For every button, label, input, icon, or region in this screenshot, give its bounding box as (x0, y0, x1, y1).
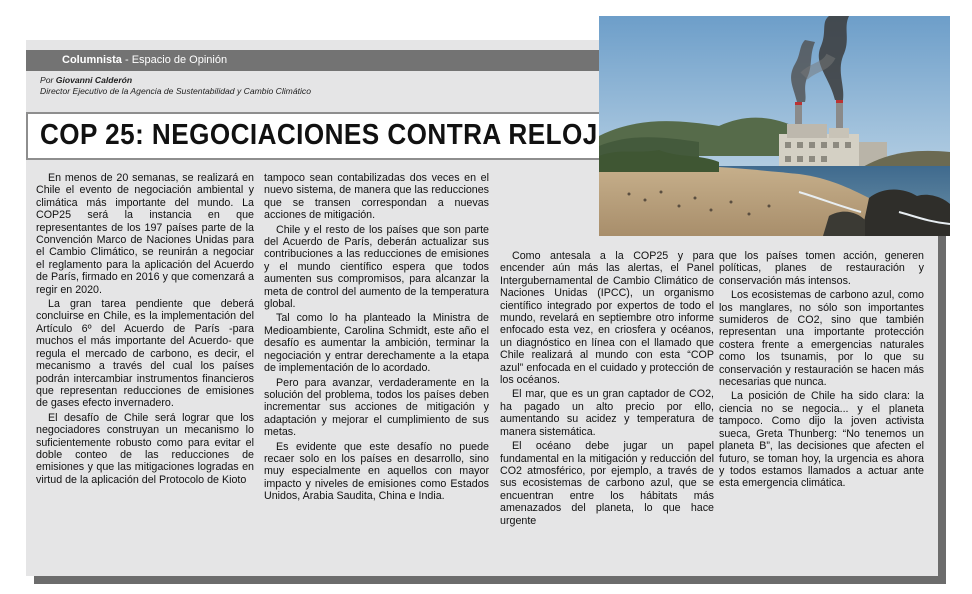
paragraph-continuation: que los países tomen acción, generen políticas, planes de restauración y conservación más intensos. (719, 250, 924, 287)
byline-prefix: Por (40, 75, 54, 85)
headline-box (26, 112, 606, 160)
paragraph: El océano debe jugar un papel fundamental en la mitigación y reducción del CO2 atmosférico, por ejemplo, a través de sus ecosistemas de carbono azul, que se encuentran entre los hábitats más amenazados del planeta, lo que hace urgente (500, 440, 714, 527)
paragraph: Tal como lo ha planteado la Ministra de Medioambiente, Carolina Schmidt, este año el desafío es aumentar la ambición, terminar la negociación y entrar derechamente a la etapa de implementación de lo acordado. (264, 312, 489, 375)
section-label: Columnista (62, 54, 122, 66)
section-bar (26, 50, 601, 71)
byline (40, 75, 311, 97)
paragraph: Pero para avanzar, verdaderamente en la solución del problema, todos los países deben incrementar sus acciones de mitigación y adaptación y mejorar el cumplimiento de sus metas. (264, 376, 489, 439)
paragraph: Como antesala a la COP25 y para encender aún más las alertas, el Panel Intergubernamental de Cambio Climático de Naciones Unidas (IPCC), un organismo científico integrado por expertos de todo el mundo, revelará en septiembre otro informe enfocado esta vez, en criosfera y océanos, un diagnóstico en línea con el llamado que Chile realizará al mundo con esta “COP azul” enfocada en el cuidado y protección de los océanos. (500, 250, 714, 387)
article-column-1 (36, 172, 254, 486)
paragraph: En menos de 20 semanas, se realizará en Chile el evento de negociación ambiental y climática más importante del mundo. La COP25 será la instancia en que representantes de los 197 países parte de la Convención Marco de Naciones Unidas para el Cambio Climático, se reunirán a negociar el reglamento para la aplicación del Acuerdo de París, firmado en 2016 y que comenzará a regir en 2020. (36, 172, 254, 296)
article-column-4 (719, 250, 924, 490)
paragraph: El desafío de Chile será lograr que los negociadores construyan un mecanismo lo suficientemente robusto como para evitar el doble conteo de las reducciones de emisiones y que las mitigaciones logradas en virtud de la aplicación del Protocolo de Kioto (36, 411, 254, 486)
author-role: Director Ejecutivo de la Agencia de Sustentabilidad y Cambio Climático (40, 86, 311, 96)
article-column-2 (264, 172, 489, 503)
article-column-3 (500, 250, 714, 527)
paragraph: Los ecosistemas de carbono azul, como los manglares, no sólo son importantes sumideros de CO2, sino que también representan una importante protección costera frente a emergencias naturales como los tsunamis, por lo que su conservación y restauración se hacen más necesarias que nunca. (719, 289, 924, 389)
paragraph: Es evidente que este desafío no puede recaer solo en los países en desarrollo, sino muy especialmente en aquellos con mayor impacto y niveles de emisiones como Estados Unidos, Arabia Saudita, China e India. (264, 440, 489, 503)
paragraph: El mar, que es un gran captador de CO2, ha pagado un alto precio por ello, aumentando su acidez y temperatura de manera sistemática. (500, 388, 714, 438)
author-name: Giovanni Calderón (55, 75, 133, 85)
power-plant-coast-photo (599, 16, 950, 236)
page-title: COP 25: NEGOCIACIONES CONTRA RELOJ (40, 119, 598, 151)
paragraph: La posición de Chile ha sido clara: la ciencia no se negocia... y el planeta tampoco. Como dijo la joven activista sueca, Greta Thunberg: “No tenemos un planeta B”, las decisiones que afecten el futuro, se toman hoy, la urgencia es ahora y todos estamos llamados a actuar ante esta emergencia climática. (719, 390, 924, 490)
paragraph: La gran tarea pendiente que deberá concluirse en Chile, es la implementación del Artículo 6º del Acuerdo de París -para muchos el más importante del Acuerdo- que regula el mercado de carbono, es decir, el mecanismo a través del cual los países podrán intercambiar instrumentos financieros que representan reducciones de emisiones de gases efecto invernadero. (36, 298, 254, 410)
subsection-label: - Espacio de Opinión (124, 54, 228, 66)
paragraph-continuation: tampoco sean contabilizadas dos veces en el nuevo sistema, de manera que las reducciones que se transen correspondan a nuevas acciones de mitigación. (264, 172, 489, 222)
paragraph: Chile y el resto de los países que son parte del Acuerdo de París, deberán actualizar sus contribuciones a las reducciones de emisiones y el mundo científico espera que todos aumenten sus compromisos, para alcanzar la meta de control del aumento de la temperatura global. (264, 223, 489, 311)
